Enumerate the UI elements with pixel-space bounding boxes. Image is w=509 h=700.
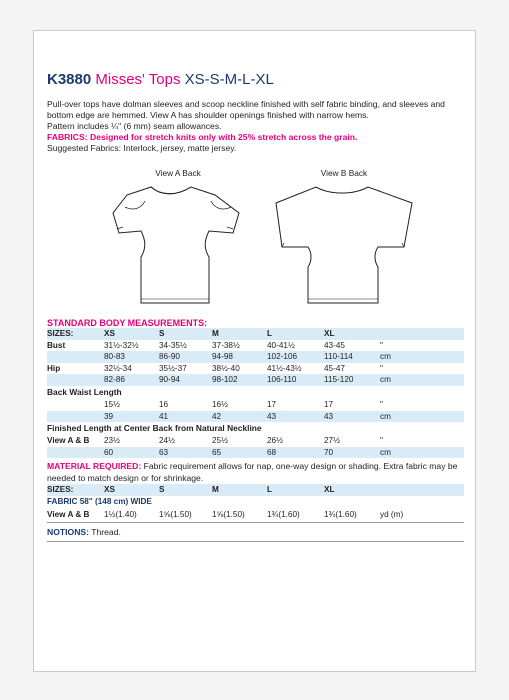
- table-row: [47, 399, 464, 411]
- size-cell: M: [212, 329, 219, 338]
- notions: [47, 527, 464, 537]
- pattern-title: [47, 71, 464, 89]
- table-cell: 63: [159, 447, 169, 457]
- fabrics-line: [47, 132, 464, 143]
- table-cell: 35½-37: [159, 363, 187, 373]
- table-cell: 39: [104, 411, 114, 421]
- seam-allowance: Pattern includes ¼" (6 mm) seam allowances.: [47, 121, 222, 131]
- table-cell: 86-90: [159, 352, 180, 362]
- finished-length-title: Finished Length at Center Back from Natural Neckline: [47, 423, 262, 434]
- table-cell: 16: [159, 399, 169, 409]
- notions-label: NOTIONS:: [47, 526, 90, 537]
- table-cell: 98-102: [212, 375, 238, 385]
- table-cell: ": [380, 399, 383, 409]
- view-a-label: View A Back: [155, 168, 201, 178]
- size-cell: M: [212, 485, 219, 495]
- size-cell: XS: [104, 485, 115, 495]
- table-cell: 23½: [104, 436, 120, 446]
- back-view-drawings: [47, 168, 464, 318]
- table-cell: 106-110: [267, 375, 297, 385]
- table-cell: cm: [380, 411, 391, 421]
- table-cell: 60: [104, 447, 114, 457]
- table-row: [47, 351, 464, 363]
- table-cell: 80-83: [104, 352, 125, 362]
- measurement-table: [47, 328, 464, 458]
- size-header-row: [47, 484, 464, 496]
- divider: [47, 541, 464, 542]
- size-cell: L: [267, 329, 273, 338]
- back-waist-title: Back Waist Length: [47, 386, 122, 397]
- table-cell: 1½(1.40): [104, 509, 137, 519]
- table-cell: ": [380, 436, 383, 446]
- size-cell: S: [159, 329, 165, 338]
- material-table: [47, 484, 464, 523]
- table-cell: View A & B: [47, 436, 90, 446]
- view-b-back-drawing: [264, 181, 424, 309]
- table-cell: View A & B: [47, 509, 90, 519]
- table-row: [47, 340, 464, 352]
- table-cell: 17: [324, 399, 334, 409]
- table-row: [47, 435, 464, 447]
- size-cell: S: [159, 485, 165, 495]
- view-b-label: View B Back: [320, 168, 368, 178]
- table-row: [47, 363, 464, 375]
- table-cell: 110-114: [324, 352, 353, 362]
- table-cell: Bust: [47, 340, 66, 350]
- size-header-row: [47, 328, 464, 340]
- suggested-fabrics: Suggested Fabrics: Interlock, jersey, matte jersey.: [47, 143, 237, 153]
- size-cell: SIZES:: [47, 329, 74, 338]
- table-cell: 65: [212, 447, 222, 457]
- table-cell: ": [380, 340, 383, 350]
- description: [47, 99, 464, 154]
- table-cell: cm: [380, 447, 391, 457]
- table-cell: 32½-34: [104, 363, 132, 373]
- table-cell: 94-98: [212, 352, 233, 362]
- table-cell: 115-120: [324, 375, 354, 385]
- pattern-name: Misses' Tops: [95, 71, 181, 88]
- table-cell: yd (m): [380, 509, 404, 519]
- table-cell: cm: [380, 375, 391, 385]
- view-b: [264, 168, 424, 309]
- table-row: [47, 447, 464, 459]
- table-cell: 31½-32½: [104, 340, 139, 350]
- table-cell: 40-41½: [267, 340, 295, 350]
- table-cell: 17: [267, 399, 277, 409]
- table-cell: 45-47: [324, 363, 345, 373]
- material-text: Fabric requirement allows for nap, one-way design or shading. Extra fabric may be needed to match design or for shrinkage.: [47, 461, 458, 484]
- fabrics-text: Designed for stretch knits only with 25% stretch across the grain.: [89, 132, 358, 142]
- material-required: [47, 460, 464, 484]
- size-cell: XL: [324, 329, 335, 338]
- description-body: Pull-over tops have dolman sleeves and scoop neckline finished with self fabric binding, and sleeves and bottom edge are hemmed. View A has shoulder openings finished with narrow hems.: [47, 99, 445, 120]
- table-cell: 1¾(1.60): [267, 509, 300, 519]
- table-cell: 38½-40: [212, 363, 240, 373]
- size-cell: SIZES:: [47, 485, 74, 495]
- table-cell: 15½: [104, 399, 120, 409]
- table-cell: ": [380, 363, 383, 373]
- notions-text: Thread.: [91, 526, 121, 537]
- table-cell: 70: [324, 447, 334, 457]
- table-cell: 37-38½: [212, 340, 240, 350]
- table-cell: 24½: [159, 436, 175, 446]
- table-cell: 16½: [212, 399, 228, 409]
- view-a-back-drawing: [103, 181, 253, 309]
- table-cell: 1⅝(1.50): [159, 509, 192, 519]
- table-cell: 90-94: [159, 375, 180, 385]
- pattern-code: K3880: [47, 71, 92, 88]
- table-cell: 27½: [324, 436, 340, 446]
- table-cell: 68: [267, 447, 277, 457]
- table-cell: 1⅝(1.50): [212, 509, 245, 519]
- material-label: MATERIAL REQUIRED:: [47, 461, 142, 472]
- measurements-title: STANDARD BODY MEASUREMENTS:: [47, 318, 208, 328]
- fabric-width-title: FABRIC 58" (148 cm) WIDE: [47, 496, 152, 506]
- pattern-size-range: XS-S-M-L-XL: [184, 71, 274, 88]
- table-cell: 102-106: [267, 352, 298, 362]
- table-cell: 41½-43½: [267, 363, 302, 373]
- table-cell: Hip: [47, 363, 61, 373]
- table-row: [47, 411, 464, 423]
- divider: [47, 522, 464, 523]
- table-cell: 42: [212, 411, 222, 421]
- table-cell: 25½: [212, 436, 228, 446]
- table-cell: 43: [324, 411, 334, 421]
- size-cell: XS: [104, 329, 115, 338]
- pattern-envelope-back: [33, 30, 476, 672]
- table-row: [47, 374, 464, 386]
- table-cell: 34-35½: [159, 340, 187, 350]
- table-cell: 1¾(1.60): [324, 509, 357, 519]
- table-cell: 43: [267, 411, 277, 421]
- size-cell: L: [267, 485, 273, 495]
- size-cell: XL: [324, 485, 335, 495]
- fabrics-label: FABRICS:: [47, 132, 88, 142]
- table-cell: 26½: [267, 436, 283, 446]
- content: [47, 71, 464, 542]
- table-cell: 82-86: [104, 375, 125, 385]
- table-cell: 43-45: [324, 340, 345, 350]
- yardage-row: [47, 508, 464, 522]
- view-a: [103, 168, 253, 309]
- table-cell: cm: [380, 352, 391, 362]
- table-cell: 41: [159, 411, 169, 421]
